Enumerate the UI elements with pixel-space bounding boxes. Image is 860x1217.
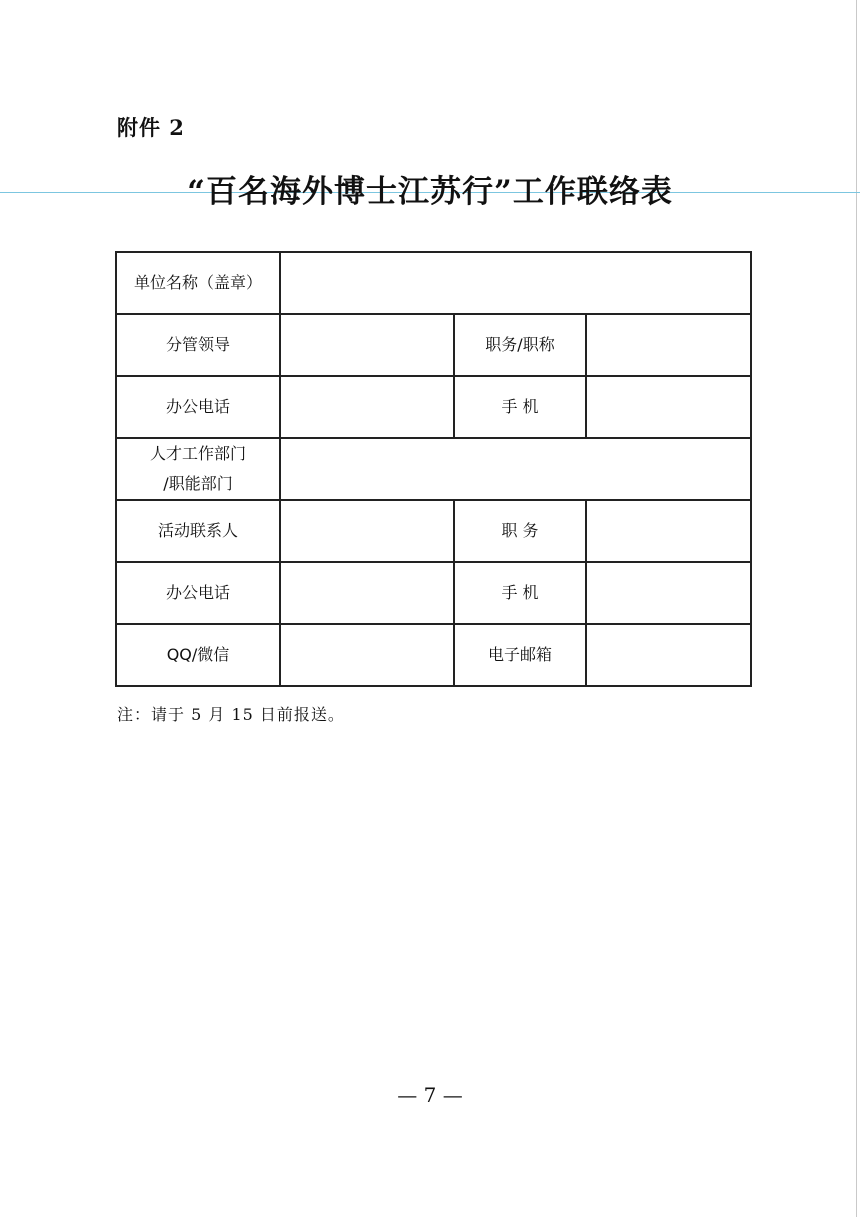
table-row-contact [116,500,751,562]
talent-dept-label-line1: 人才工作部门 [149,444,246,463]
position-field[interactable] [586,500,751,562]
attachment-label: 附件 2 [117,115,185,140]
email-label: 电子邮箱 [454,624,586,686]
qq-wechat-field[interactable] [280,624,454,686]
form-title: “百名海外博士江苏行”工作联络表 [187,174,673,210]
position-title-label: 职务/职称 [454,314,586,376]
table-row-unit [116,252,751,314]
table-row-dept [116,438,751,500]
qq-wechat-label: QQ/微信 [116,624,280,686]
mobile-field-2[interactable] [586,562,751,624]
table-row-phone-2 [116,562,751,624]
office-phone-label-2: 办公电话 [116,562,280,624]
submission-note: 注：请于 5 月 15 日前报送。 [117,705,345,724]
table-row-online [116,624,751,686]
contact-person-field[interactable] [280,500,454,562]
mobile-label-1: 手 机 [454,376,586,438]
talent-dept-field[interactable] [280,438,751,500]
table-row-leader [116,314,751,376]
talent-dept-label-line2: /职能部门 [163,474,233,493]
unit-name-field[interactable] [280,252,751,314]
table-row-phone-1 [116,376,751,438]
leader-label: 分管领导 [116,314,280,376]
page-number: — 7 — [397,1083,463,1107]
unit-name-label: 单位名称（盖章） [116,252,280,314]
office-phone-label-1: 办公电话 [116,376,280,438]
talent-dept-label [116,438,280,500]
position-title-field[interactable] [586,314,751,376]
office-phone-field-1[interactable] [280,376,454,438]
leader-field[interactable] [280,314,454,376]
contact-person-label: 活动联系人 [116,500,280,562]
email-field[interactable] [586,624,751,686]
contact-form-table [115,251,752,687]
position-label: 职 务 [454,500,586,562]
mobile-field-1[interactable] [586,376,751,438]
mobile-label-2: 手 机 [454,562,586,624]
office-phone-field-2[interactable] [280,562,454,624]
